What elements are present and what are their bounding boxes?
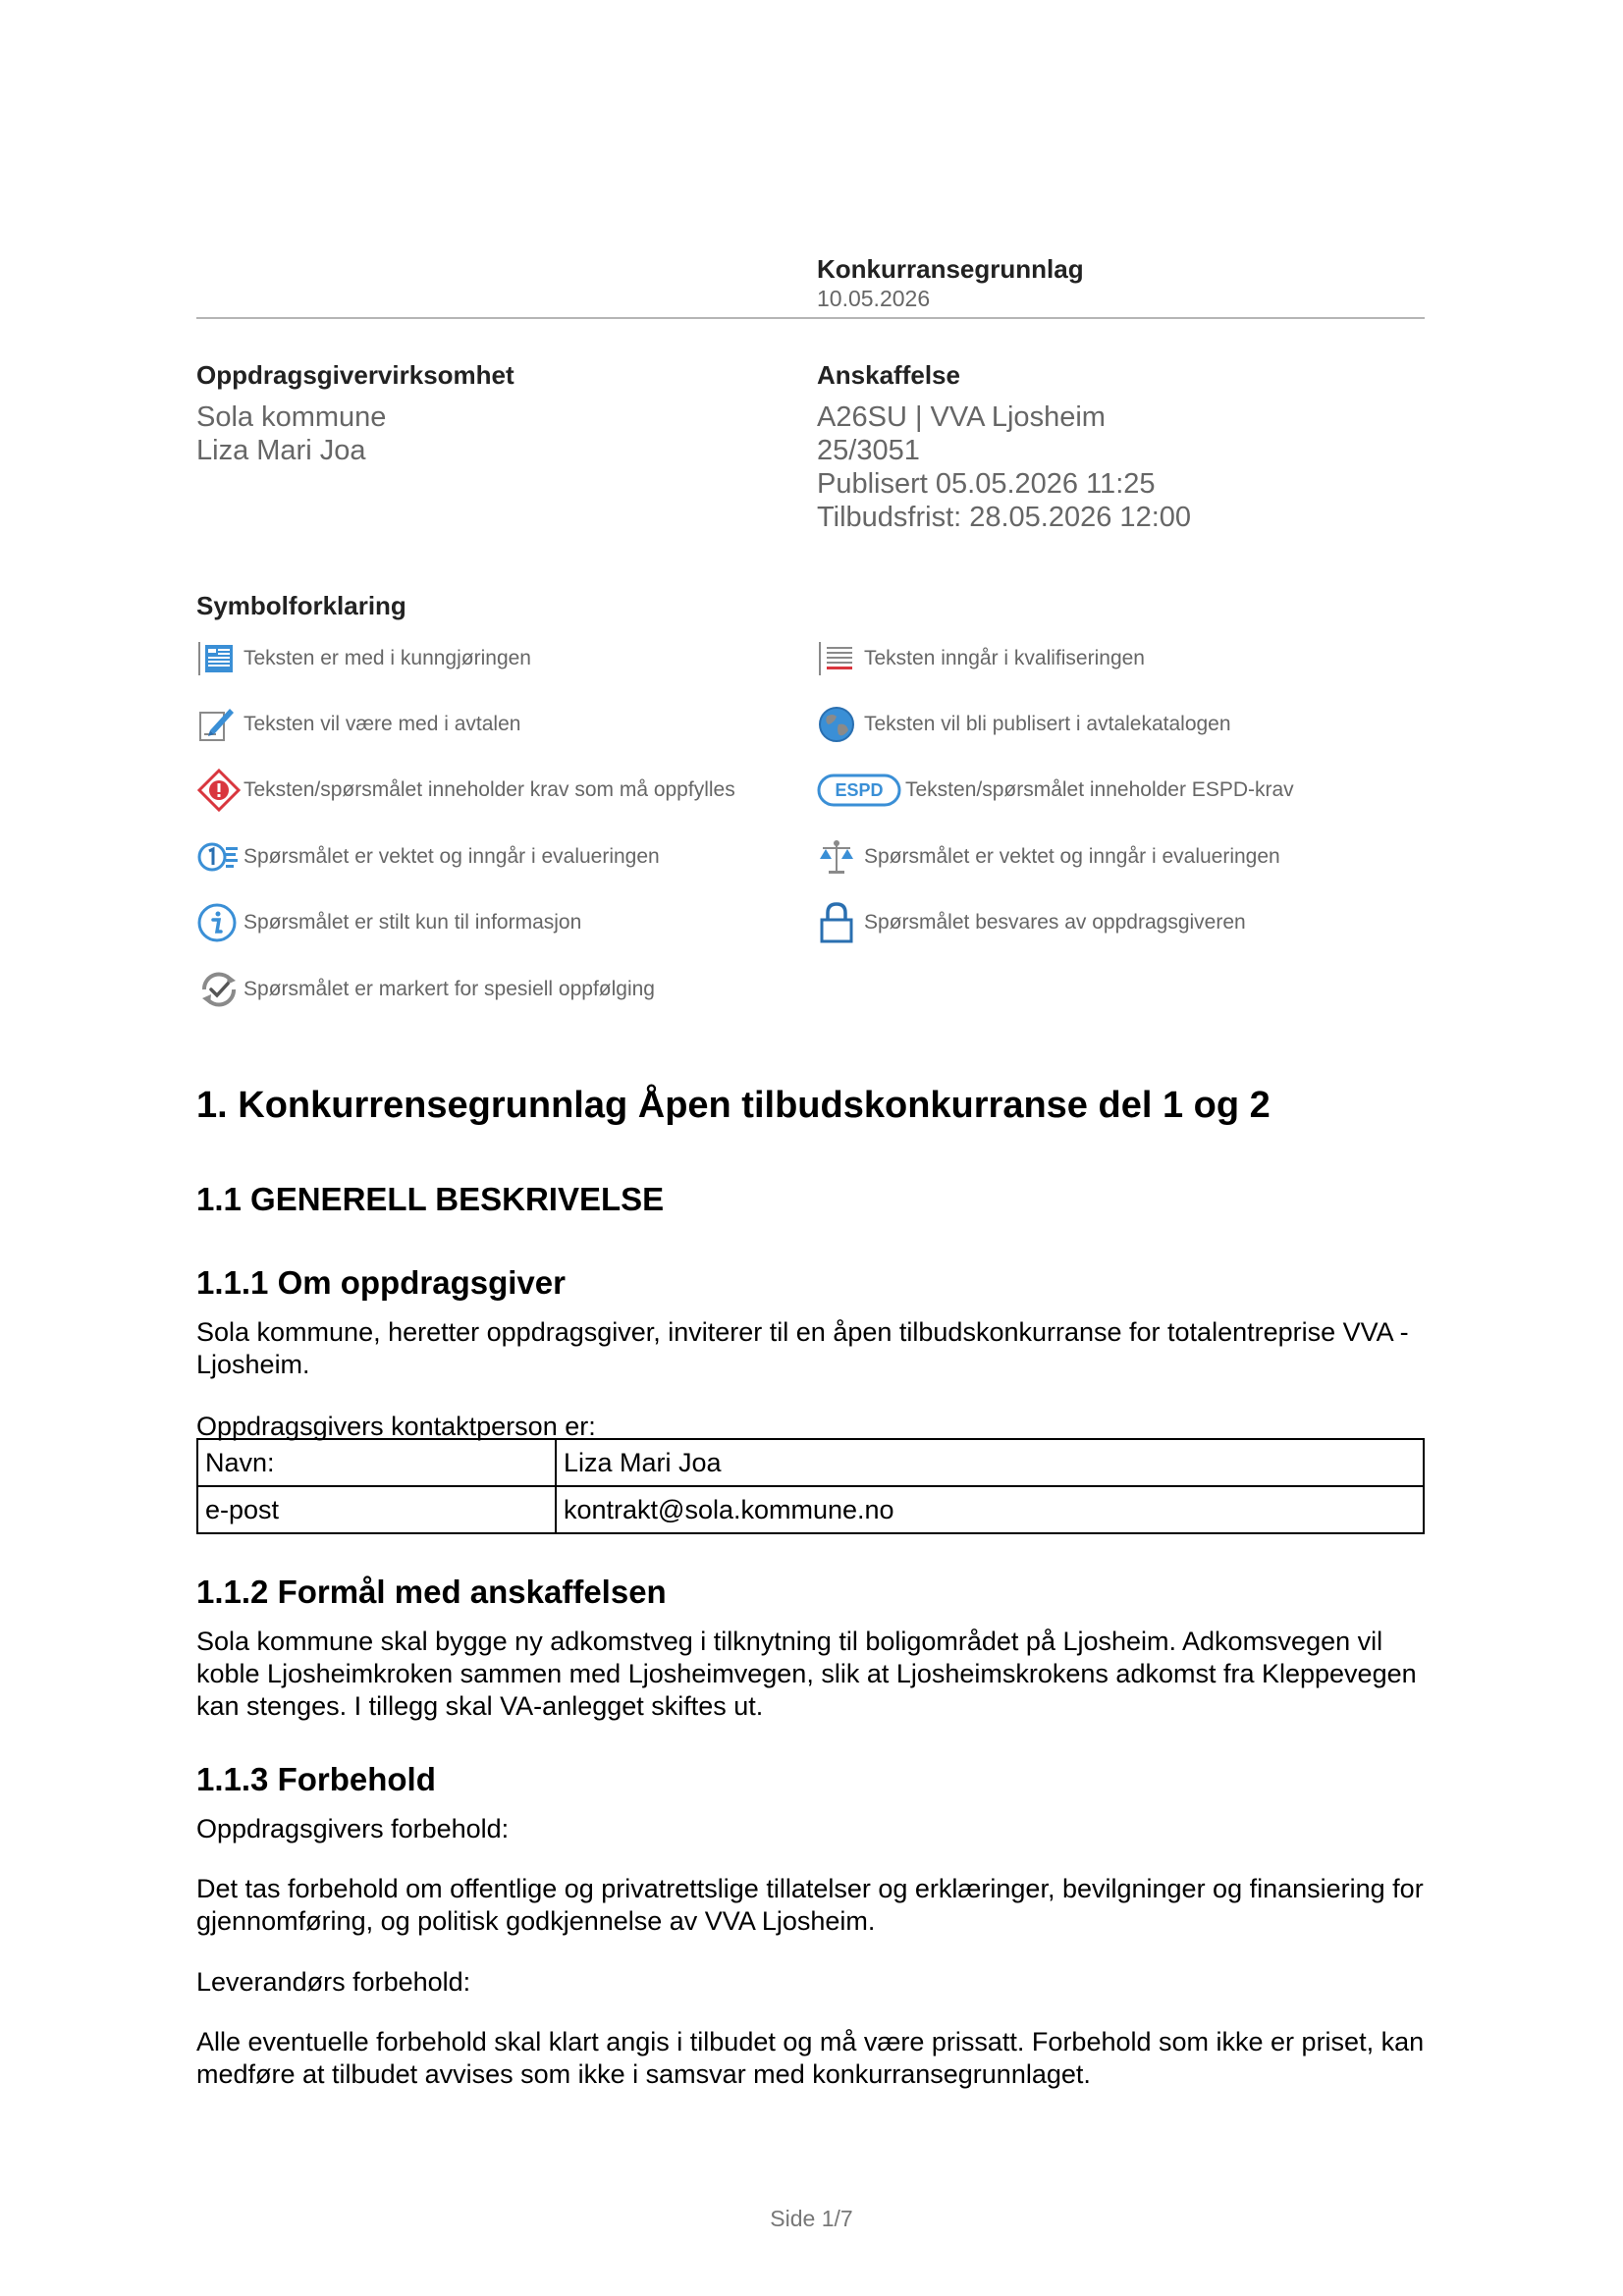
buyer-name: Sola kommune bbox=[196, 401, 387, 433]
legend-item bbox=[196, 768, 735, 813]
page-number: Side 1/7 bbox=[770, 2206, 853, 2231]
legend-text: Teksten/spørsmålet inneholder ESPD-krav bbox=[905, 778, 1294, 801]
legend-text: Spørsmålet er stilt kun til informasjon bbox=[243, 911, 582, 934]
table-row bbox=[197, 1439, 1424, 1486]
legend-text: Teksten inngår i kvalifiseringen bbox=[864, 647, 1145, 669]
legend-text: Spørsmålet er vektet og inngår i evalueringen bbox=[864, 845, 1280, 868]
document-title: Konkurransegrunnlag bbox=[817, 254, 1084, 284]
legend-text: Teksten/spørsmålet inneholder krav som må oppfylles bbox=[243, 778, 735, 801]
procurement-deadline: Tilbudsfrist: 28.05.2026 12:00 bbox=[817, 502, 1192, 533]
legend-item bbox=[196, 834, 660, 880]
contract-pen-icon bbox=[196, 702, 243, 747]
legend-item bbox=[817, 702, 1231, 747]
contact-intro: Oppdragsgivers kontaktperson er: bbox=[196, 1412, 596, 1441]
contact-email-label: e-post bbox=[197, 1486, 556, 1533]
legend-text: Teksten er med i kunngjøringen bbox=[243, 647, 531, 669]
info-icon bbox=[196, 900, 243, 945]
legend-item bbox=[817, 636, 1145, 681]
section-1-1-2-heading: 1.1.2 Formål med anskaffelsen bbox=[196, 1574, 667, 1610]
legend-item bbox=[817, 834, 1280, 880]
espd-badge-icon bbox=[817, 768, 905, 813]
legend-item bbox=[817, 900, 1246, 945]
legend-item bbox=[196, 900, 581, 945]
buyer-contact: Liza Mari Joa bbox=[196, 435, 366, 466]
legend-text: Spørsmålet er markert for spesiell oppfølging bbox=[243, 978, 655, 1000]
legend-title: Symbolforklaring bbox=[196, 591, 406, 620]
legend-item bbox=[196, 702, 520, 747]
buyer-reservation-text: Det tas forbehold om offentlige og privatrettslige tillatelser og erklæringer, bevilgninger og finansiering for gjennomføring, og politisk godkjennelse av VVA Ljosheim. bbox=[196, 1874, 1424, 1936]
procurement-published: Publisert 05.05.2026 11:25 bbox=[817, 468, 1156, 500]
legend-item bbox=[196, 636, 531, 681]
section-1-heading: 1. Konkurrensegrunnlag Åpen tilbudskonkurranse del 1 og 2 bbox=[196, 1085, 1271, 1126]
lock-icon bbox=[817, 900, 864, 945]
section-1-1-3-heading: 1.1.3 Forbehold bbox=[196, 1761, 436, 1797]
purpose-text: Sola kommune skal bygge ny adkomstveg i tilknytning til boligområdet på Ljosheim. Adkomsvegen vil koble Ljosheimkroken sammen med Ljosheimvegen, slik at Ljosheimskrokens adkomst fra Kleppevegen kan stenges. I tillegg skal VA-anlegget skiftes ut. bbox=[196, 1627, 1417, 1721]
buyer-heading: Oppdragsgivervirksomhet bbox=[196, 360, 514, 390]
scales-icon bbox=[817, 834, 864, 880]
espd-badge-label: ESPD bbox=[835, 780, 884, 800]
header-divider bbox=[196, 317, 1425, 319]
follow-up-icon bbox=[196, 967, 243, 1012]
procurement-info bbox=[817, 359, 1191, 534]
contact-email-value: kontrakt@sola.kommune.no bbox=[556, 1486, 1424, 1533]
legend-text: Spørsmålet er vektet og inngår i evalueringen bbox=[243, 845, 660, 868]
contact-table bbox=[196, 1438, 1425, 1534]
document-header bbox=[817, 253, 1084, 312]
legend-text: Spørsmålet besvares av oppdragsgiveren bbox=[864, 911, 1246, 934]
contact-name-label: Navn: bbox=[197, 1439, 556, 1486]
announcement-icon bbox=[196, 636, 243, 681]
requirement-warning-icon bbox=[196, 768, 243, 813]
contact-name-value: Liza Mari Joa bbox=[556, 1439, 1424, 1486]
buyer-reservation-label: Oppdragsgivers forbehold: bbox=[196, 1814, 510, 1843]
document-date: 10.05.2026 bbox=[817, 286, 931, 311]
qualification-list-icon bbox=[817, 636, 864, 681]
table-row bbox=[197, 1486, 1424, 1533]
legend-text: Teksten vil bli publisert i avtalekatalogen bbox=[864, 713, 1231, 735]
procurement-name: A26SU | VVA Ljosheim bbox=[817, 401, 1106, 433]
legend-text: Teksten vil være med i avtalen bbox=[243, 713, 521, 735]
supplier-reservation-text: Alle eventuelle forbehold skal klart angis i tilbudet og må være prissatt. Forbehold som ikke er priset, kan medføre at tilbudet avvises som ikke i samsvar med konkurransegrunnlaget. bbox=[196, 2027, 1425, 2089]
procurement-case-number: 25/3051 bbox=[817, 435, 920, 466]
section-1-1-1-heading: 1.1.1 Om oppdragsgiver bbox=[196, 1264, 566, 1301]
buyer-description: Sola kommune, heretter oppdragsgiver, inviterer til en åpen tilbudskonkurranse for totalentreprise VVA - Ljosheim. bbox=[196, 1317, 1409, 1379]
section-1-1-heading: 1.1 GENERELL BESKRIVELSE bbox=[196, 1181, 665, 1217]
legend-item bbox=[196, 967, 655, 1012]
globe-icon bbox=[817, 702, 864, 747]
legend-item bbox=[817, 768, 1294, 813]
weighted-evaluation-icon bbox=[196, 834, 243, 880]
procurement-heading: Anskaffelse bbox=[817, 360, 960, 390]
supplier-reservation-label: Leverandørs forbehold: bbox=[196, 1967, 471, 1997]
buyer-info bbox=[196, 359, 514, 467]
